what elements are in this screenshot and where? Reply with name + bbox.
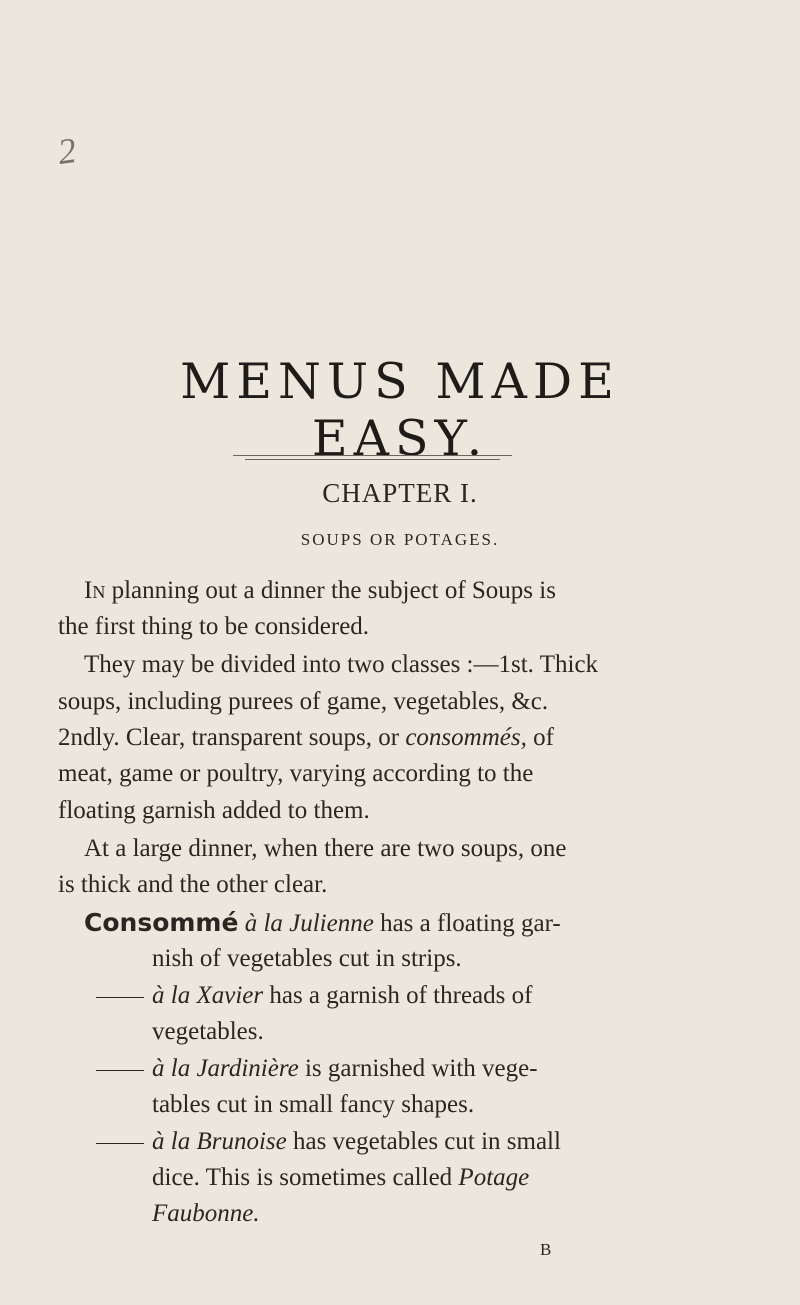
page-number: 2 — [55, 129, 79, 173]
italic-term: Faubonne. — [152, 1200, 260, 1227]
book-title: MENUS MADE EASY. — [180, 352, 620, 467]
consomme-brunoise-line-1 — [96, 1129, 561, 1154]
italic-term: Potage — [458, 1164, 530, 1191]
dish-name: à la Brunoise — [152, 1128, 287, 1155]
consomme-julienne-line-2: nish of vegetables cut in strips. — [152, 945, 462, 972]
consomme-xavier-line-2: vegetables. — [152, 1018, 264, 1045]
chapter-heading: CHAPTER I. — [322, 478, 478, 508]
text: has a floating gar- — [373, 910, 561, 937]
consomme-jardiniere-line-1 — [96, 1056, 538, 1081]
title-rule-lower — [245, 459, 500, 460]
ditto-dash — [96, 997, 144, 998]
paragraph-1-line-2: the first thing to be considered. — [58, 613, 370, 640]
paragraph-2-line-4: meat, game or poultry, varying according to the — [58, 760, 534, 787]
text: has a garnish of threads of — [263, 982, 533, 1009]
text: has vegetables cut in small — [286, 1128, 561, 1155]
paragraph-2-line-1: They may be divided into two classes :—1st. Thick — [84, 651, 599, 678]
text: planning out a dinner the subject of Soups is — [105, 577, 556, 604]
paragraph-3-line-2: is thick and the other clear. — [58, 871, 328, 898]
chapter-subtitle: SOUPS OR POTAGES. — [300, 530, 500, 549]
paragraph-3-line-1: At a large dinner, when there are two soups, one — [84, 835, 567, 862]
text: dice. This is sometimes called — [152, 1164, 459, 1191]
consomme-julienne-line-1 — [84, 910, 561, 936]
text: of — [526, 724, 554, 751]
dish-name: à la Xavier — [152, 982, 264, 1009]
text: 2ndly. Clear, transparent soups, or — [58, 724, 406, 751]
initial-word: In — [84, 577, 106, 604]
dish-name: à la Jardinière — [152, 1055, 299, 1082]
signature-mark: B — [540, 1240, 553, 1259]
ditto-dash — [96, 1143, 144, 1144]
paragraph-1-line-1 — [84, 578, 556, 603]
consomme-xavier-line-1 — [96, 983, 532, 1008]
consomme-brunoise-line-2 — [152, 1165, 529, 1190]
title-rule — [233, 455, 512, 456]
dish-heading: Consommé — [84, 908, 239, 937]
dish-name: à la Julienne — [244, 910, 374, 937]
italic-term: consommés, — [405, 724, 527, 751]
text: is garnished with vege- — [298, 1055, 538, 1082]
paragraph-2-line-2: soups, including purees of game, vegetables, &c. — [58, 688, 549, 715]
paragraph-2-line-3 — [58, 725, 554, 750]
consomme-jardiniere-line-2: tables cut in small fancy shapes. — [152, 1091, 475, 1118]
ditto-dash — [96, 1070, 144, 1071]
paragraph-2-line-5: floating garnish added to them. — [58, 797, 370, 824]
consomme-brunoise-line-3 — [152, 1201, 260, 1226]
